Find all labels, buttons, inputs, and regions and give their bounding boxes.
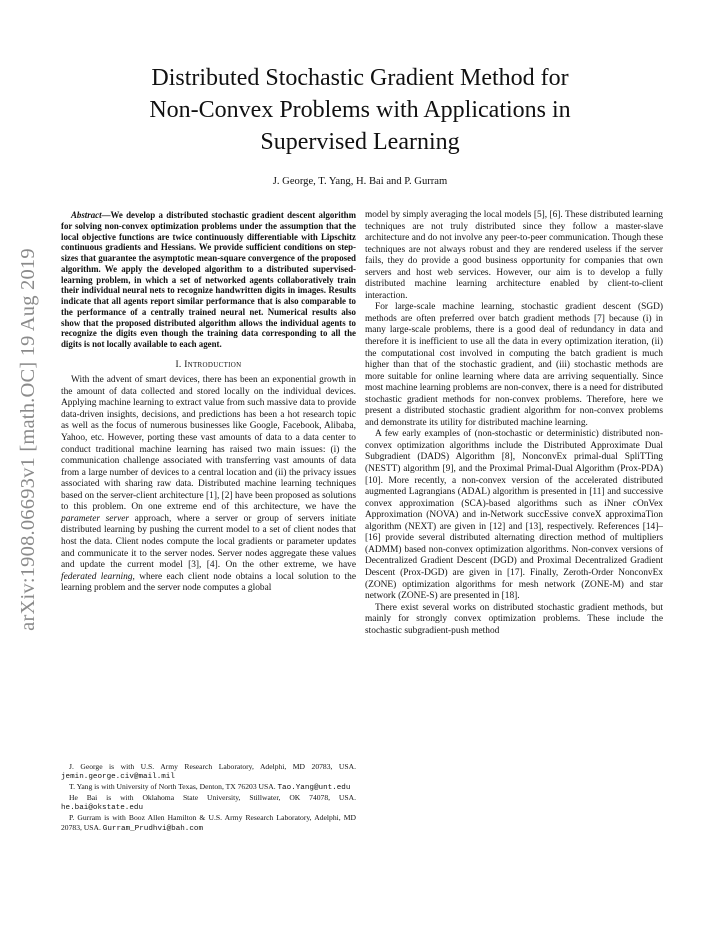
intro-paragraph-4: There exist several works on distributed stochastic gradient methods, but mainly for strongly convex optimization problems. These include the stochastic subgradient-push method xyxy=(365,602,663,636)
intro-paragraph-3: A few early examples of (non-stochastic or deterministic) distributed non-convex optimization algorithms include the Distributed Approximate Dual Subgradient (DADS) Algorithm [8], NonconvEx primal-dual SpliTTing (NESTT) algorithm [9], and the Proximal Primal-Dual Algorithm (Prox-PDA) [10]. More recently, a non-convex version of the accelerated distributed augmented Lagrangians (ADAL) algorithm is presented in [11] and successive convex approximation (SCA)-based algorithms such as iNner cOnVex Approximation (NOVA) and in-Network succEssive conveX approximaTion algorithm (NEXT) are given in [12] and [13], respectively. References [14]–[16] provide several distributed alternating direction method of multipliers (ADMM) based non-convex optimization algorithms. Non-convex versions of Decentralized Gradient Descent (DGD) and Proximal Decentralized Gradient Descent (Prox-DGD) are given in [17]. Finally, Zeroth-Order NonconvEx (ZONE) optimization algorithms for mesh network (ZONE-M) and star network (ZONE-S) are presented in [18]. xyxy=(365,429,663,602)
footnote-bai-text: He Bai is with Oklahoma State University, Stillwater, OK 74078, USA. xyxy=(69,793,356,803)
intro-p1-part-a: With the advent of smart devices, there has been an exponential growth in the amount of data collected and stored locally on the individual devices. Applying machine learning to extract value from such massive data to provide data-driven insights, decisions, and predictions has been a hot research topic as well as the focus of numerous businesses like Google, Facebook, Alibaba, Yahoo, etc. However, porting these vast amounts of data to a data center to conduct traditional machine learning has raised two main issues: (i) the communication challenge associated with transferring vast amounts of data from a large number of devices to a central location and (ii) the privacy issues associated with sharing raw data. Distributed machine learning techniques based on the server-client architecture [1], [2] have been proposed as solutions to this problem. On one extreme end of this architecture, we have the xyxy=(61,375,356,513)
left-column xyxy=(61,210,356,595)
intro-paragraph-2: For large-scale machine learning, stochastic gradient descent (SGD) methods are often preferred over batch gradient methods [7] because (i) in many large-scale problems, there is a good deal of redundancy in data and therefore it is inefficient to use all the data in every optimization iteration, (ii) the computational cost involved in computing the batch gradient is much higher than that of the stochastic gradient, and (iii) stochastic methods are more suitable for online learning where data are arriving sequentially. Since most machine learning problems are non-convex, there is a need for distributed stochastic gradient methods for non-convex problems. Therefore, here we present a distributed stochastic gradient algorithm for non-convex problems and demonstrate its utility for distributed machine learning. xyxy=(365,302,663,428)
email-link-gurram[interactable]: Gurram_Prudhvi@bah.com xyxy=(102,824,204,833)
intro-p1-part-b: approach, where a server or group of servers initiate distributed learning by pushing the current model to a set of client nodes that host the data. Client nodes compute the local gradients or parameter updates and communicate it to the server nodes. Server nodes aggregate these values and update the current model [3], [4]. On the other extreme, we have xyxy=(61,513,356,571)
footnote-bai xyxy=(61,793,356,813)
title-line-3: Supervised Learning xyxy=(260,129,460,155)
title-line-2: Non-Convex Problems with Applications in xyxy=(149,97,571,123)
right-column xyxy=(365,210,663,637)
footnote-george xyxy=(61,762,356,782)
term-parameter-server: parameter server xyxy=(61,513,130,524)
email-link-yang[interactable]: Tao.Yang@unt.edu xyxy=(277,784,351,793)
intro-paragraph-1-continued: model by simply averaging the local models [5], [6]. These distributed learning techniques are not truly distributed since they follow a master-slave architecture and do not involve any peer-to-peer communication. Though these techniques are not always robust and they are rendered useless if the server fails, they do provide a good business opportunity for companies that own servers and host web services. However, our aim is to develop a fully distributed machine learning architecture enabled by client-to-client interaction. xyxy=(365,210,663,301)
intro-p1-part-c: , where each client node obtains a local solution to the learning problem and the server node computes a global xyxy=(61,571,356,594)
author-list: J. George, T. Yang, H. Bai and P. Gurram xyxy=(272,176,448,187)
abstract-heading: Abstract xyxy=(71,210,102,220)
abstract-text: —We develop a distributed stochastic gradient descent algorithm for solving non-convex optimization problems under the assumption that the local objective functions are twice continuously differentiable with Lipschitz continuous gradients and Hessians. We provide sufficient conditions on step-sizes that guarantee the asymptotic mean-square convergence of the proposed algorithm. We apply the developed algorithm to a distributed supervised-learning problem, in which a set of networked agents collaboratively train their individual neural nets to recognize handwritten digits in images. Results indicate that all agents report similar performance that is also comparable to the performance of a centrally trained neural net. Numerical results also show that the proposed distributed algorithm allows the individual agents to recognize the digits even though the training data corresponding to all the digits is not locally available to each agent. xyxy=(61,210,356,349)
intro-paragraph-1 xyxy=(61,375,356,594)
paper-title xyxy=(90,62,630,158)
arxiv-stamp xyxy=(8,233,48,645)
email-link-george[interactable]: jemin.george.civ@mail.mil xyxy=(61,773,175,782)
email-link-bai[interactable]: he.bai@okstate.edu xyxy=(61,804,144,813)
footnote-yang xyxy=(61,782,356,793)
section-heading-introduction: I. Introduction xyxy=(175,359,242,370)
arxiv-stamp-text: arXiv:1908.06693v1 [math.OC] 19 Aug 2019 xyxy=(16,247,39,631)
term-federated-learning: federated learning xyxy=(61,571,133,582)
footnote-gurram xyxy=(61,813,356,833)
footnote-gurram-text: P. Gurram is with Booz Allen Hamilton & U.S. Army Research Laboratory, Adelphi, MD 20783, USA. xyxy=(61,813,356,832)
title-line-1: Distributed Stochastic Gradient Method for xyxy=(151,65,569,91)
footnote-yang-text: T. Yang is with University of North Texas, Denton, TX 76203 USA. xyxy=(69,782,278,792)
footnotes xyxy=(61,762,356,834)
footnote-george-text: J. George is with U.S. Army Research Laboratory, Adelphi, MD 20783, USA. xyxy=(69,762,356,771)
abstract xyxy=(61,210,356,350)
